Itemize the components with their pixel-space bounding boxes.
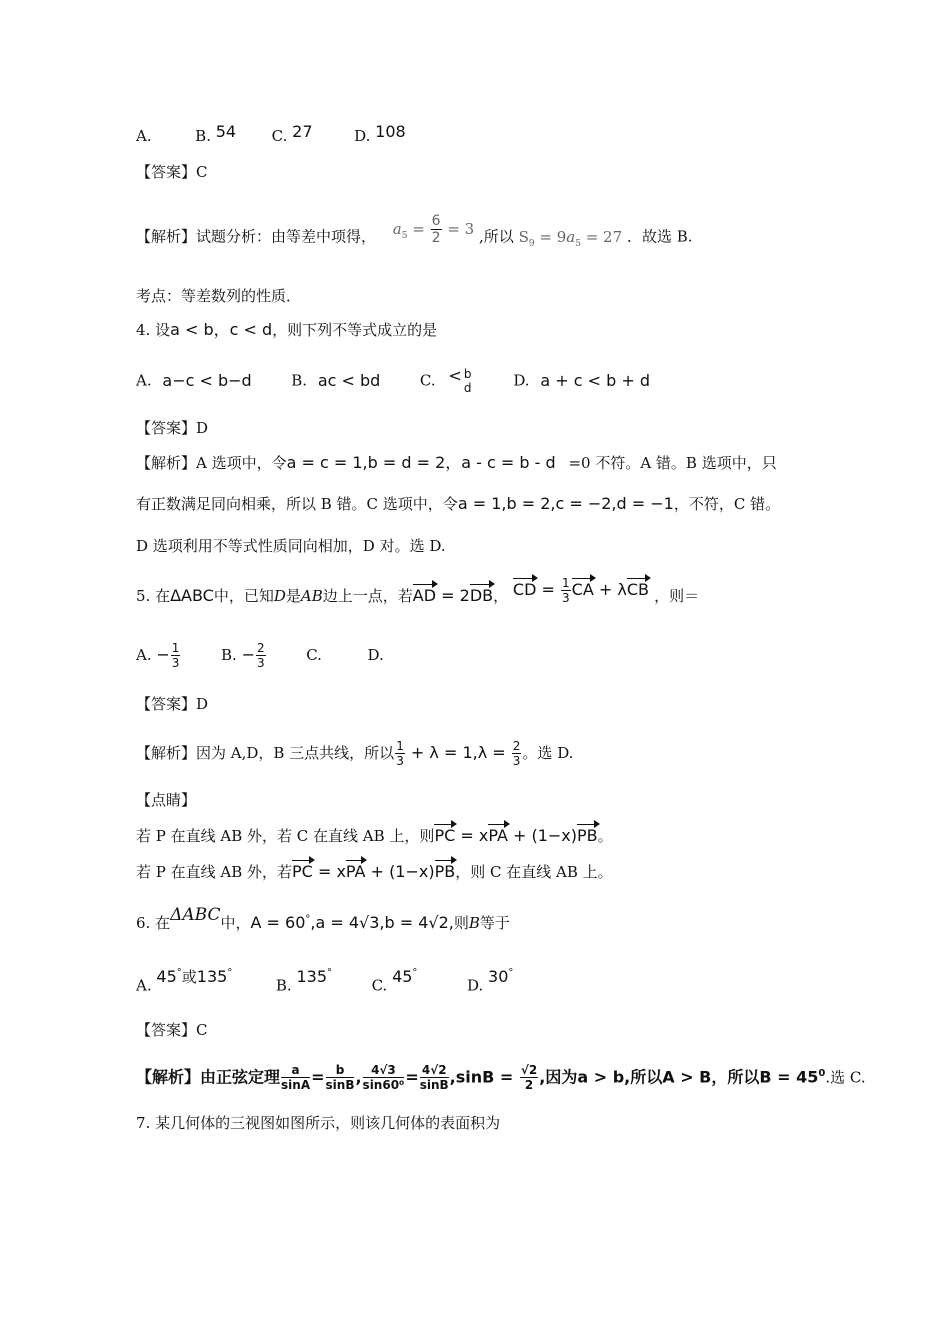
q3-options <box>136 122 406 146</box>
q6-opt-a: 45° <box>156 967 182 987</box>
q3-answer: 【答案】C <box>136 163 208 181</box>
q6-answer: 【答案】C <box>136 1021 208 1039</box>
q7-stem: 7. 某几何体的三视图如图所示，则该几何体的表面积为 <box>136 1114 501 1132</box>
q3-opt-a-label: A. <box>136 127 152 145</box>
q5-opt-a: − $\frac{1}{3}$ <box>156 641 180 670</box>
q3-frac: $\frac{6}{2}$ <box>431 213 441 246</box>
q3-kaodian: 考点：等差数列的性质． <box>136 287 302 305</box>
q5-opt-b: − $\frac{2}{3}$ <box>241 641 265 670</box>
q4-analysis-3: D 选项利用不等式性质同向相加，D 对。选 D. <box>136 537 446 555</box>
q6-opt-c: 45° <box>392 967 418 987</box>
q6-analysis: 【解析】由正弦定理 $\frac{a}{\sin A}$ = $\frac{b}{\sin B}$ , $\frac{4√3}{\text{sin60⁰}}$ = $\frac{4√2}{\sin B}$ ,sinB = $\frac{√2}{2}$ ,因为a > b,所以A > B，所以$B = 45^0$.选 C. <box>136 1063 866 1093</box>
q3-analysis-end: ．故选 B. <box>626 227 693 246</box>
q4-opt-d: a + c < b + d <box>540 370 651 390</box>
q5-answer: 【答案】D <box>136 695 209 713</box>
q3-opt-d-label: D. <box>354 127 371 145</box>
q4-analysis-1: 【解析】A 选项中，令a = c = 1,b = d = 2，a - c = b - d =0 不符。A 错。B 选项中，只 <box>136 453 777 472</box>
q4-analysis-2: 有正数满足同向相乘，所以 B 错。C 选项中，令a = 1,b = 2,c = −2,d = −1，不符，C 错。 <box>136 494 781 513</box>
q3-analysis-mid: ,所以 <box>479 227 514 246</box>
q6-stem: 6. 在ΔABC中，A = 60°,a = 4√3,b = 4√2,则B等于 <box>136 905 510 932</box>
q4-opt-c: < b d <box>448 365 472 395</box>
q5-options: A. − $\frac{1}{3}$ B. − $\frac{2}{3}$ C. D. <box>136 641 384 670</box>
q3-opt-c-label: C. <box>271 127 288 145</box>
q3-opt-d-value: 108 <box>375 122 406 141</box>
q6-opt-d: 30° <box>488 967 514 987</box>
q4-options: A. a−c < b−d B. ac < bd C. < b d D. a + c < b + d <box>136 365 651 395</box>
q6-opt-b: 135° <box>296 967 332 987</box>
q3-opt-b-value: 54 <box>215 122 237 141</box>
q4-stem: 4. 设a < b，c < d，则下列不等式成立的是 <box>136 320 438 339</box>
q6-options: A. 45°或135° B. 135° C. 45° D. 30° <box>136 967 514 995</box>
q3-analysis-prefix: 【解析】试题分析：由等差中项得， <box>136 227 377 246</box>
q3-formula-s9: $S_9 = 9a_5 = 27$ <box>518 227 623 249</box>
q4-opt-a: a−c < b−d <box>162 370 252 390</box>
q4-opt-b: ac < bd <box>317 370 381 390</box>
q3-formula-a5: $a_5$ = $\frac{6}{2}$ = 3 <box>392 213 475 246</box>
q5-analysis: 【解析】因为 A,D，B 三点共线，所以 $\frac{1}{3}$ + λ = 1,λ = $\frac{2}{3}$ 。选 D. <box>136 739 574 768</box>
q3-opt-c-value: 27 <box>292 122 313 141</box>
q5-note-1: 若 P 在直线 AB 外，若 C 在直线 AB 上，则PC = xPA + (1−x)PB。 <box>136 826 613 845</box>
q3-opt-b-label: B. <box>195 127 211 145</box>
q5-stem: 5. 在ΔABC中，已知D是AB边上一点，若AD = 2DB， CD = $\frac{1}{3}$ CA + λCB ，则＝ <box>136 576 700 605</box>
q4-answer: 【答案】D <box>136 419 209 437</box>
q3-analysis <box>136 213 693 254</box>
q5-note-2: 若 P 在直线 AB 外，若PC = xPA + (1−x)PB，则 C 在直线 AB 上。 <box>136 862 613 881</box>
q5-dianjing: 【点睛】 <box>136 791 197 809</box>
